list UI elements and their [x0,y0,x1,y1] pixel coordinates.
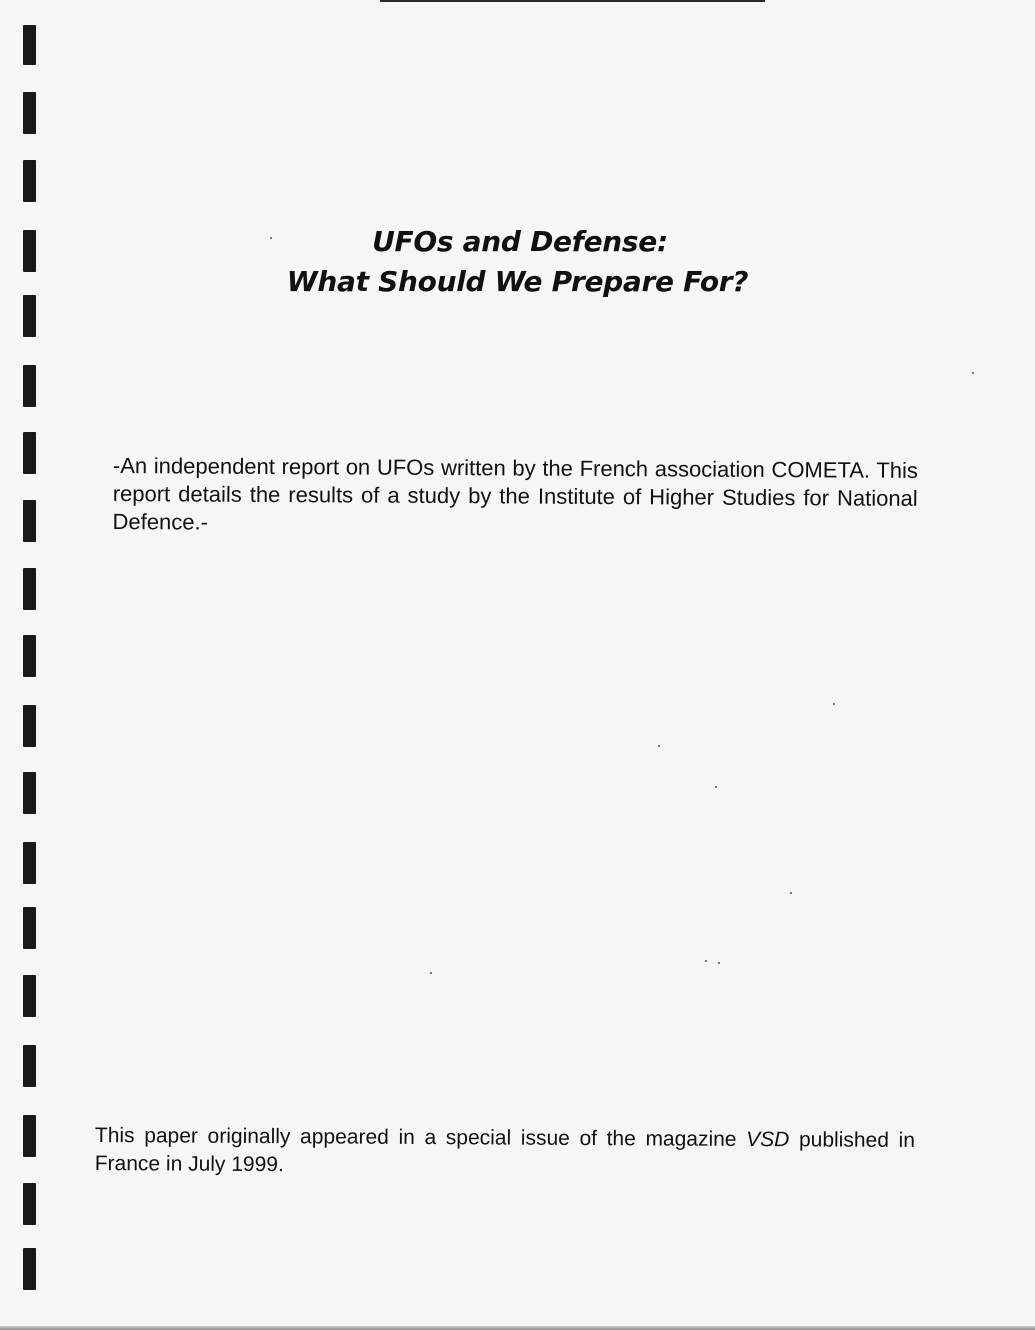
title-line-1: UFOs and Defense: [372,225,668,258]
binding-hole [23,500,36,542]
binding-hole [23,25,36,65]
note-text-after: published in France in July 1999. [94,1128,915,1177]
scan-speck [833,703,835,705]
binding-hole [23,907,36,949]
binding-hole [23,1045,36,1087]
scan-speck [705,960,707,962]
binding-hole [23,1183,36,1225]
binding-hole [23,635,36,677]
note-text-before: This paper originally appeared in a special issue of the magazine [94,1124,747,1151]
page-bottom-edge-shadow [0,1326,1035,1330]
binding-holes [0,0,50,1330]
publication-note [95,1122,915,1183]
binding-hole [23,160,36,202]
scan-speck [718,962,720,964]
scan-speck [715,786,717,788]
binding-hole [23,92,36,134]
scan-speck [790,892,792,894]
binding-hole [23,842,36,884]
page-top-edge-shadow [380,0,765,2]
document-title [0,222,1035,302]
binding-hole [23,1115,36,1157]
binding-hole [23,432,36,474]
binding-hole [23,705,36,747]
report-description: -An independent report on UFOs written by the French association COMETA. This report details the results of a study by the Institute of Higher Studies for National Defence.- [112,452,918,535]
binding-hole [23,365,36,407]
magazine-name: VSD [746,1127,790,1152]
scan-speck [658,745,660,747]
binding-hole [23,568,36,610]
scan-speck [972,372,974,374]
title-line-2: What Should We Prepare For? [286,265,749,298]
binding-hole [23,772,36,814]
binding-hole [23,975,36,1017]
binding-hole [23,1248,36,1290]
scan-speck [430,972,432,974]
